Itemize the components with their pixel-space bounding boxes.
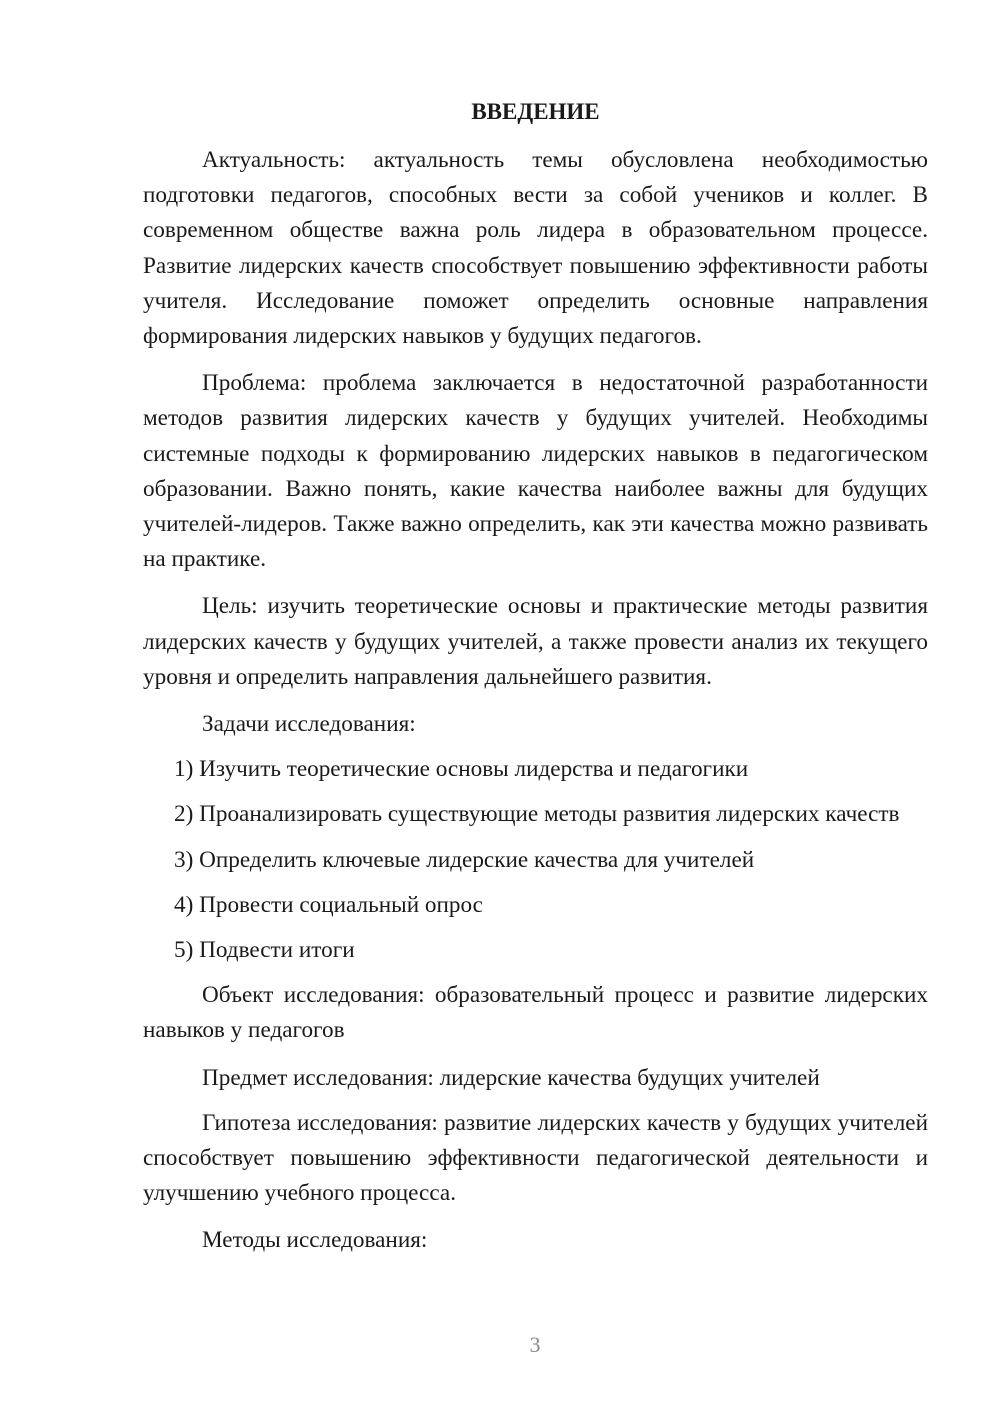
methods-intro: Методы исследования: xyxy=(202,1227,428,1254)
problem-paragraph: Проблема: проблема заключается в недостаточной разработанности методов развития лидерских качеств у будущих учителей. Необходимы системные подходы к формированию лидерских навыков в педагогическом образовании. Важно понять, какие качества наиболее важны для будущих учителей-лидеров. Также важно определить, как эти качества можно развивать на практике. xyxy=(143,370,928,573)
goal-paragraph: Цель: изучить теоретические основы и практические методы развития лидерских качеств у будущих учителей, а также провести анализ их текущего уровня и определить направления дальнейшего развития. xyxy=(143,593,928,690)
task-item-3: 3) Определить ключевые лидерские качества для учителей xyxy=(174,846,755,873)
task-item-2: 2) Проанализировать существующие методы развития лидерских качеств xyxy=(174,801,900,828)
task-item-5: 5) Подвести итоги xyxy=(174,937,355,964)
tasks-intro: Задачи исследования: xyxy=(202,711,416,738)
section-heading: ВВЕДЕНИЕ xyxy=(471,99,600,124)
hypothesis-paragraph: Гипотеза исследования: развитие лидерских качеств у будущих учителей способствует повышению эффективности педагогической деятельности и улучшению учебного процесса. xyxy=(143,1109,928,1207)
task-item-1: 1) Изучить теоретические основы лидерства и педагогики xyxy=(174,756,749,783)
object-paragraph: Объект исследования: образовательный процесс и развитие лидерских навыков у педагогов xyxy=(143,982,928,1044)
subject-paragraph: Предмет исследования: лидерские качества будущих учителей xyxy=(202,1064,820,1091)
page-number: 3 xyxy=(529,1332,541,1357)
relevance-paragraph: Актуальность: актуальность темы обусловлена необходимостью подготовки педагогов, способных вести за собой учеников и коллег. В современном обществе важна роль лидера в образовательном процессе. Развитие лидерских качеств способствует повышению эффективности работы учителя. Исследование поможет определить основные направления формирования лидерских навыков у будущих педагогов. xyxy=(143,147,928,350)
page-content xyxy=(143,94,928,1269)
task-item-4: 4) Провести социальный опрос xyxy=(174,891,483,918)
